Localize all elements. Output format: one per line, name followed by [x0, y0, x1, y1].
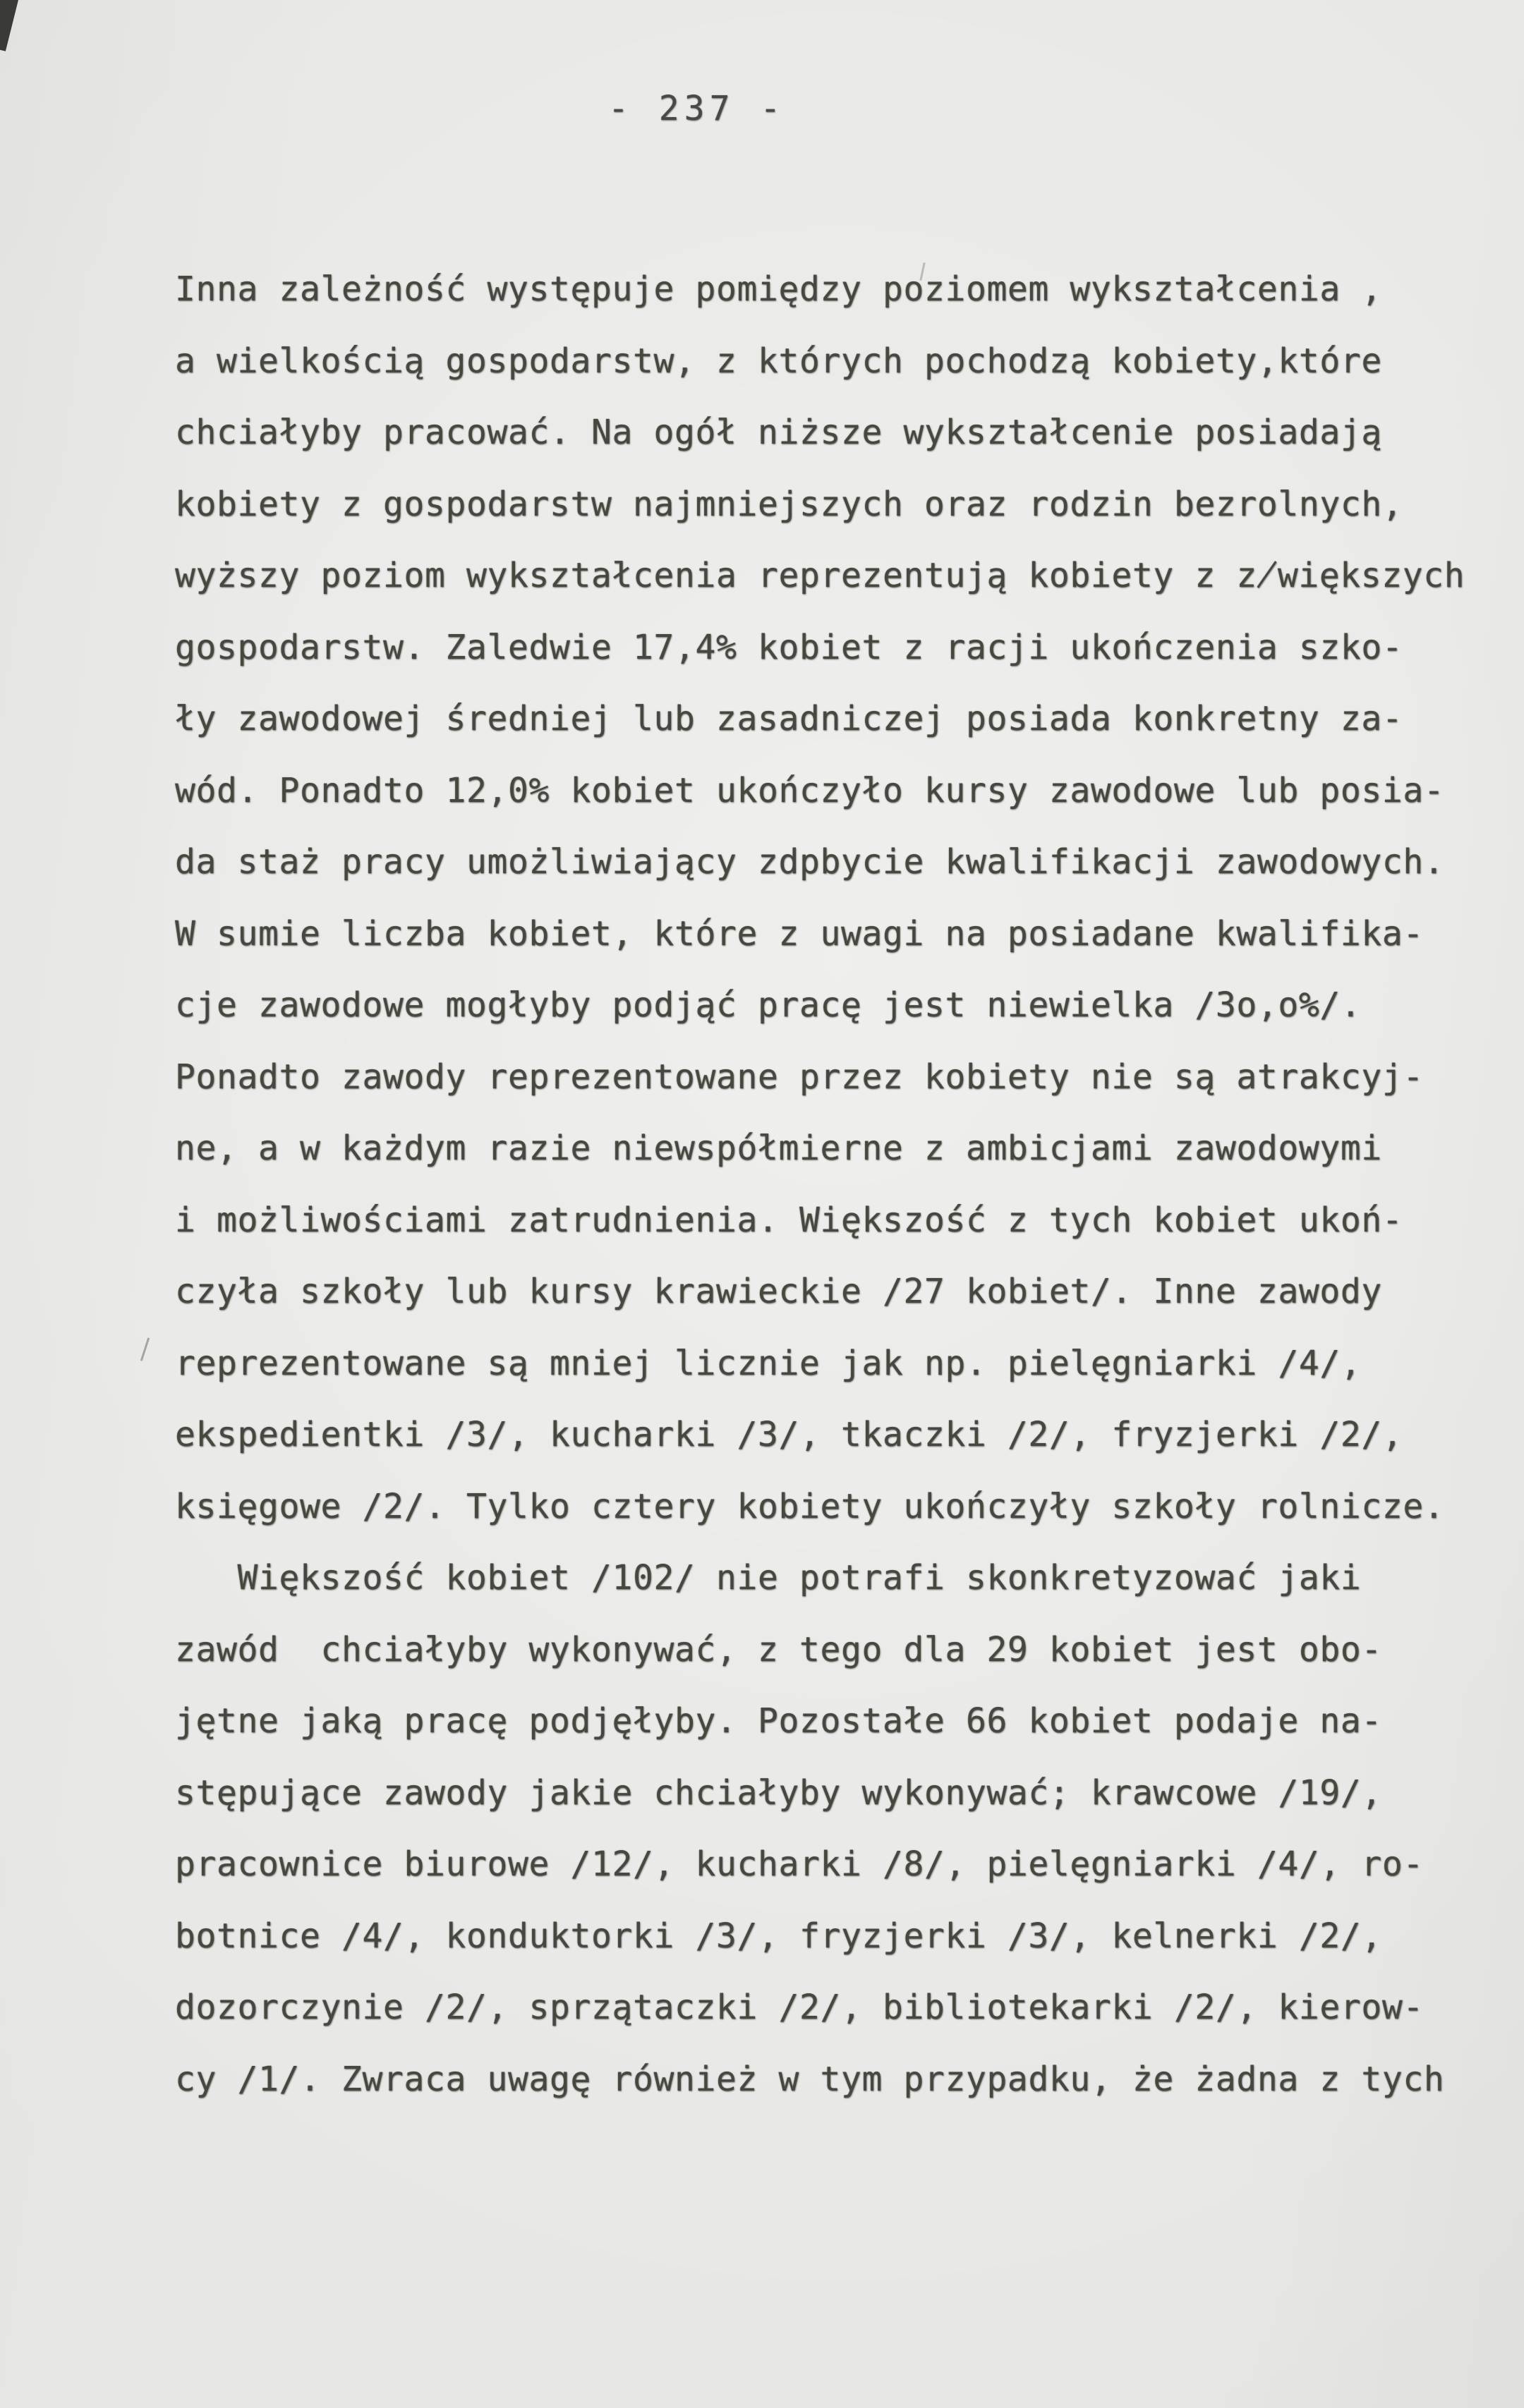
text-line: cy /1/. Zwraca uwagę również w tym przypadku, że żadna z tych — [175, 2059, 1445, 2099]
text-line: reprezentowane są mniej licznie jak np. pielęgniarki /4/, — [175, 1343, 1362, 1383]
text-line: wyższy poziom wykształcenia reprezentują kobiety z z̸większych — [175, 556, 1465, 595]
text-line: kobiety z gospodarstw najmniejszych oraz rodzin bezrolnych, — [175, 484, 1403, 524]
text-line: cje zawodowe mogłyby podjąć pracę jest niewielka /3o,o%/. — [175, 985, 1362, 1025]
text-line: jętne jaką pracę podjęłyby. Pozostałe 66 kobiet podaje na- — [175, 1701, 1382, 1741]
text-line: W sumie liczba kobiet, które z uwagi na posiadane kwalifika- — [175, 913, 1424, 954]
scan-speck — [140, 1337, 150, 1361]
text-line: Ponadto zawody reprezentowane przez kobiety nie są atrakcyj- — [175, 1057, 1424, 1097]
text-line: pracownice biurowe /12/, kucharki /8/, pielęgniarki /4/, ro- — [175, 1844, 1424, 1884]
text-line: stępujące zawody jakie chciałyby wykonywać; krawcowe /19/, — [175, 1772, 1382, 1813]
text-line: gospodarstw. Zaledwie 17,4% kobiet z racji ukończenia szko- — [175, 627, 1403, 667]
text-line: Większość kobiet /102/ nie potrafi skonkretyzować jaki — [175, 1558, 1362, 1598]
typewritten-text-block — [175, 254, 1487, 2115]
text-line: Inna zależność występuje pomiędzy poziomem wykształcenia , — [175, 269, 1382, 309]
page-number: - 237 - — [608, 89, 786, 128]
text-line: botnice /4/, konduktorki /3/, fryzjerki /3/, kelnerki /2/, — [175, 1916, 1382, 1956]
text-line: ły zawodowej średniej lub zasadniczej posiada konkretny za- — [175, 699, 1403, 738]
text-line: da staż pracy umożliwiający zdpbycie kwalifikacji zawodowych. — [175, 842, 1445, 882]
text-line: ekspedientki /3/, kucharki /3/, tkaczki /2/, fryzjerki /2/, — [175, 1415, 1403, 1454]
text-line: i możliwościami zatrudnienia. Większość z tych kobiet ukoń- — [175, 1200, 1403, 1240]
text-line: chciałyby pracować. Na ogół niższe wykształcenie posiadają — [175, 413, 1382, 452]
text-line: dozorczynie /2/, sprzątaczki /2/, bibliotekarki /2/, kierow- — [175, 1988, 1424, 2027]
text-line: czyła szkoły lub kursy krawieckie /27 kobiet/. Inne zawody — [175, 1272, 1382, 1311]
text-line: ne, a w każdym razie niewspółmierne z ambicjami zawodowymi — [175, 1129, 1382, 1168]
scan-corner-artifact — [0, 0, 22, 51]
text-line: zawód chciałyby wykonywać, z tego dla 29 kobiet jest obo- — [175, 1629, 1382, 1670]
text-line: a wielkością gospodarstw, z których pochodzą kobiety,które — [175, 341, 1382, 381]
text-line: księgowe /2/. Tylko cztery kobiety ukończyły szkoły rolnicze. — [175, 1486, 1445, 1526]
text-line: wód. Ponadto 12,0% kobiet ukończyło kursy zawodowe lub posia- — [175, 770, 1445, 810]
